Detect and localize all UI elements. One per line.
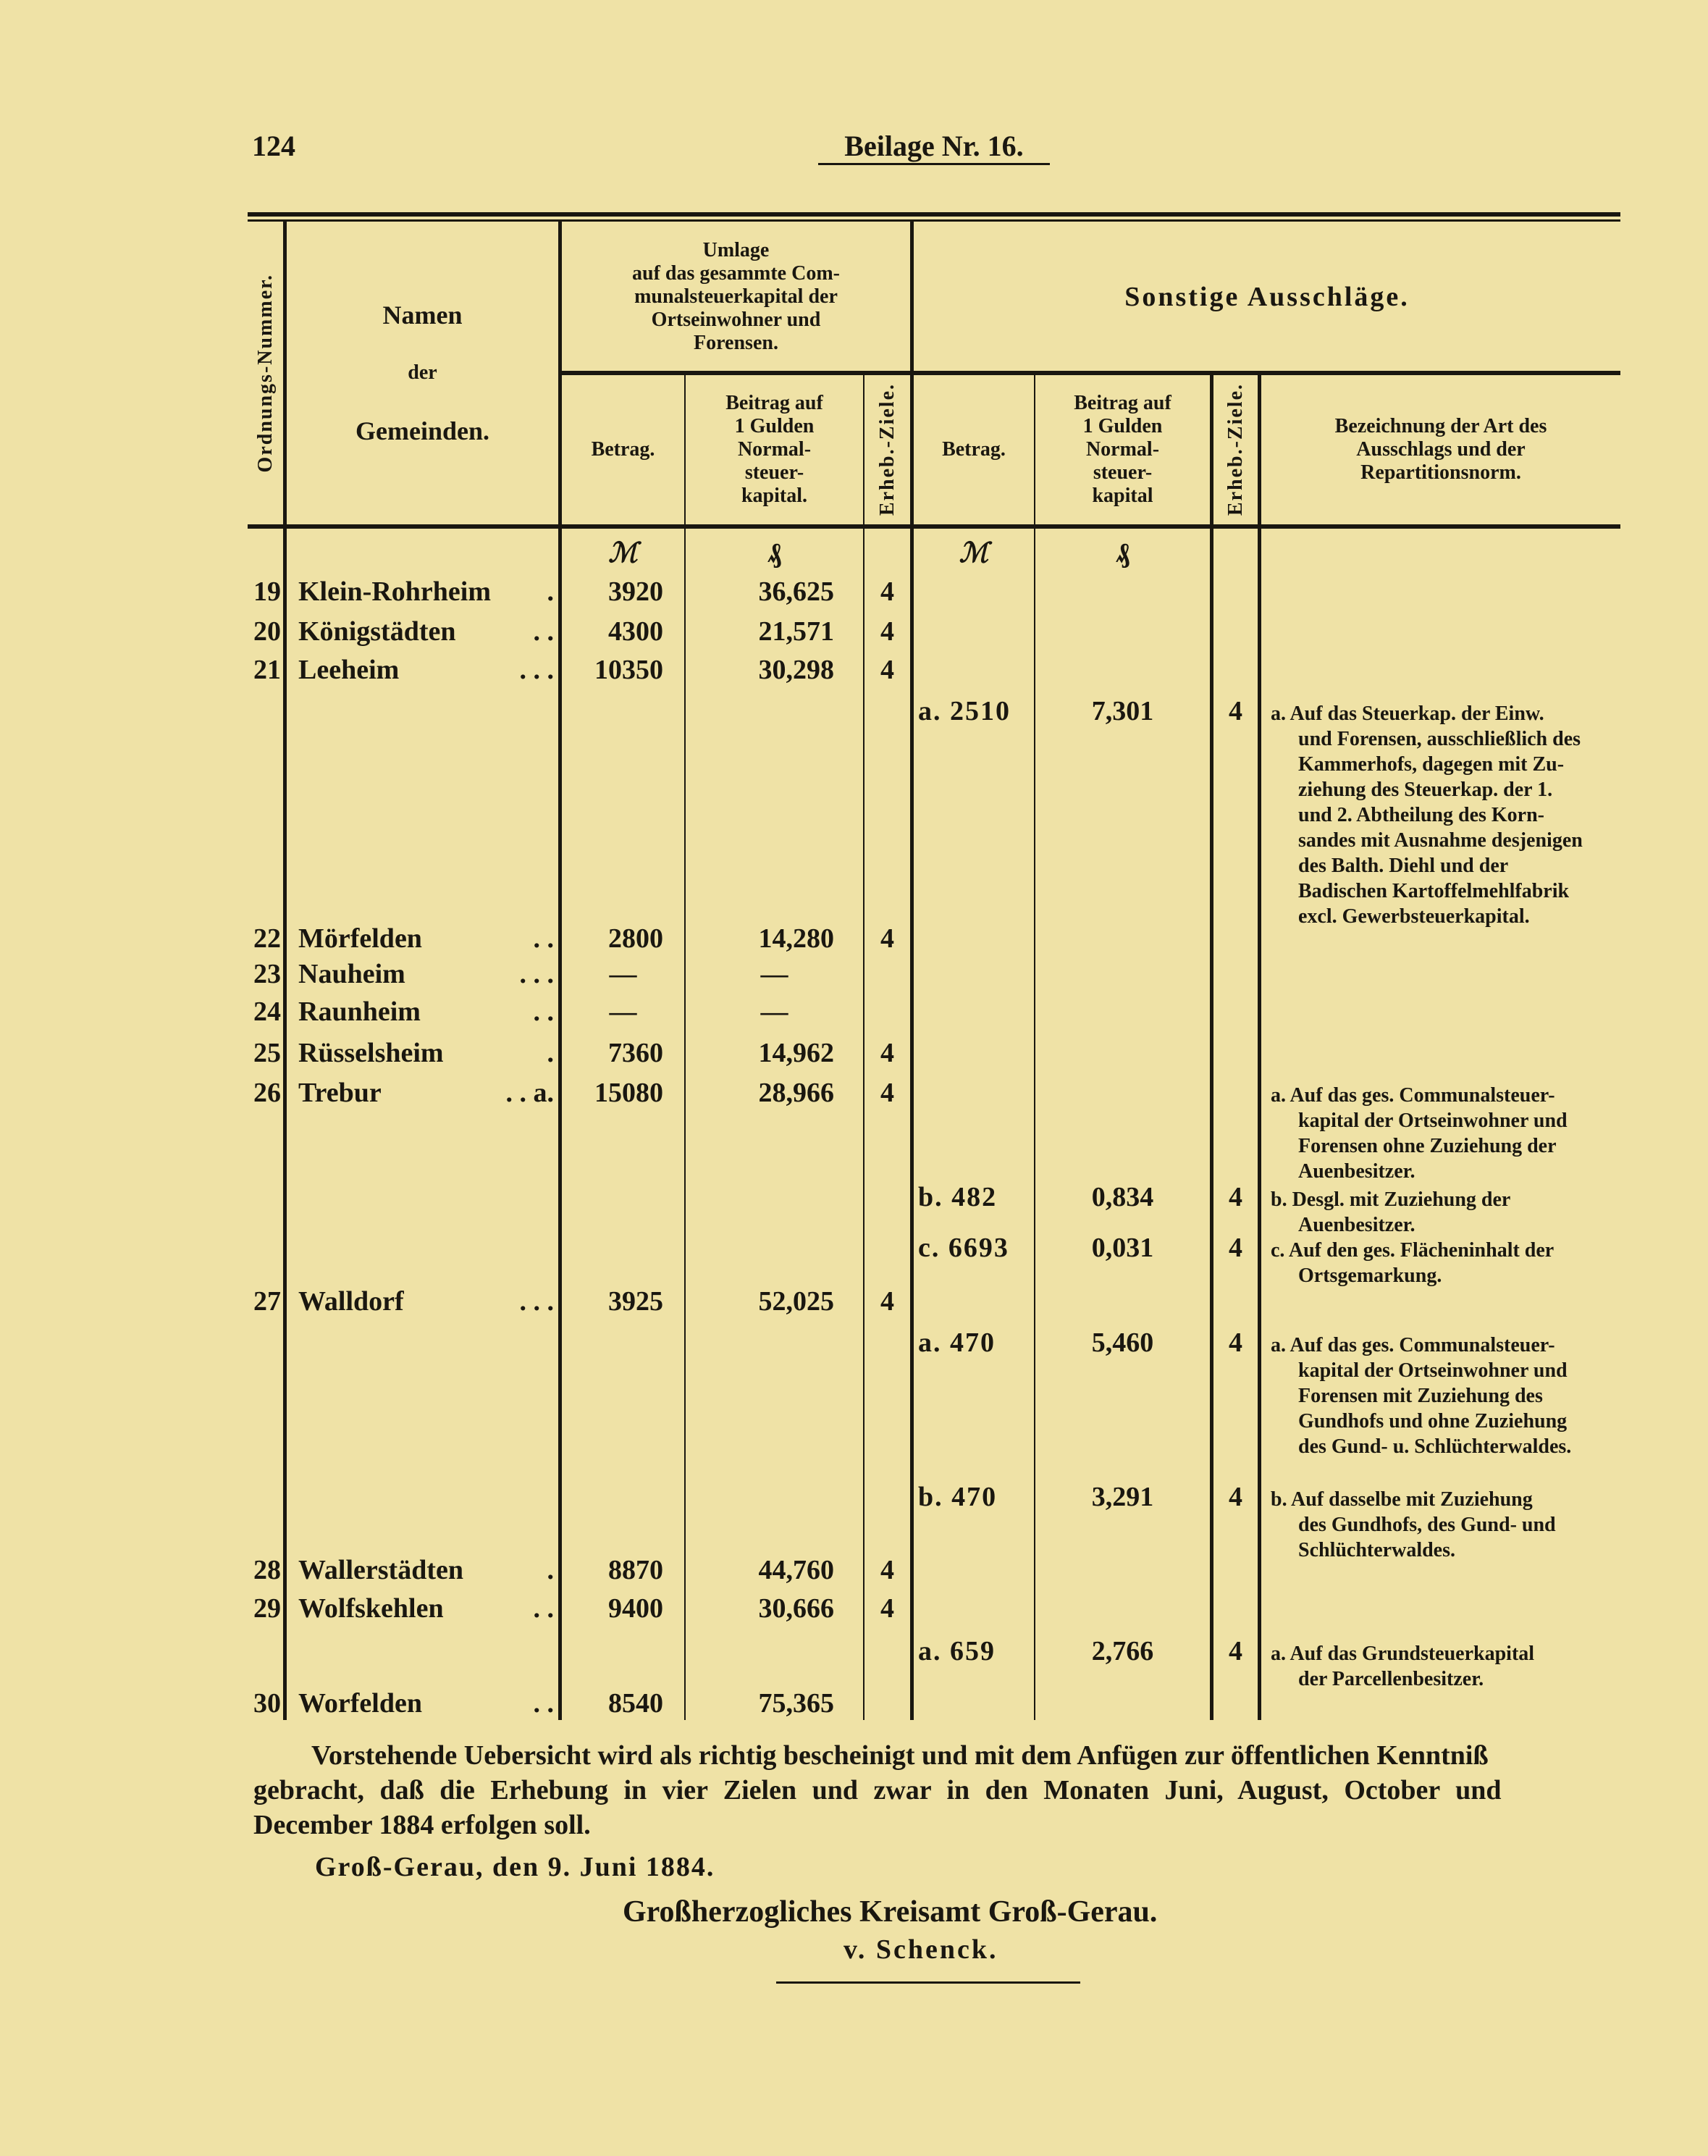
description-line: Forensen ohne Zuziehung der [1298,1135,1557,1157]
ausschlag-description [1271,701,1618,929]
description-line: kapital der Ortseinwohner und [1298,1359,1568,1382]
name-dots: . . a. [505,1078,554,1108]
name-dots: . [547,576,554,607]
description-line: a. Auf das ges. Communalsteuer- [1271,1084,1555,1107]
footer-date: Groß-Gerau, den 9. Juni 1884. [315,1852,715,1882]
umlage-betrag: 8870 [608,1555,663,1585]
sonstige-betrag: a. 470 [918,1327,996,1358]
umlage-beitrag: — [760,997,788,1027]
description-line: Auenbesitzer. [1298,1214,1415,1236]
municipality-name: Raunheim [298,997,421,1027]
sonstige-beitrag: 3,291 [1091,1482,1154,1512]
row-number: 30 [253,1688,281,1719]
unit-pf-1: ₰ [767,538,781,569]
umlage-ziele: 4 [880,1593,894,1624]
municipality-name: Nauheim [298,959,405,989]
sonstige-ziele: 4 [1229,1482,1242,1512]
umlage-betrag: 8540 [608,1688,663,1719]
umlage-beitrag: 52,025 [758,1286,834,1317]
row-number: 28 [253,1555,281,1585]
header-ziele-1: Erheb.-Ziele. [875,383,899,516]
row-number: 23 [253,959,281,989]
unit-mark-1: ℳ [608,538,638,569]
description-line: und Forensen, ausschließlich des [1298,728,1581,750]
name-dots: . . [533,1688,554,1719]
ausschlag-description [1271,1487,1618,1563]
footer-paragraph: Vorstehende Uebersicht wird als richtig bescheinigt und mit dem Anfügen zur öffentlichen Kenntniß gebracht, daß die Erhebung in vier Zielen und zwar in den Monaten Juni, August, October und December 1884 erfolgen soll. [253,1740,1502,1840]
name-dots: . . [533,923,554,954]
sonstige-betrag: c. 6693 [918,1233,1009,1263]
description-line: Schlüchterwaldes. [1298,1539,1455,1561]
description-line: Auenbesitzer. [1298,1160,1415,1183]
description-line: Badischen Kartoffelmehlfabrik [1298,880,1570,902]
description-line: b. Desgl. mit Zuziehung der [1271,1188,1511,1211]
description-line: kapital der Ortseinwohner und [1298,1110,1568,1132]
row-number: 19 [253,576,281,607]
description-line: und 2. Abtheilung des Korn- [1298,804,1544,826]
umlage-ziele: 4 [880,616,894,647]
description-line: der Parcellenbesitzer. [1298,1668,1484,1690]
sonstige-betrag: a. 2510 [918,696,1011,726]
description-line: a. Auf das Grundsteuerkapital [1271,1643,1535,1665]
row-number: 29 [253,1593,281,1624]
umlage-ziele: 4 [880,1078,894,1108]
name-dots: . [547,1038,554,1068]
row-number: 27 [253,1286,281,1317]
footer-rule [776,1981,1080,1984]
description-line: Kammerhofs, dagegen mit Zu- [1298,753,1565,776]
row-number: 25 [253,1038,281,1068]
umlage-beitrag: 36,625 [758,576,834,607]
umlage-beitrag: 21,571 [758,616,834,647]
umlage-ziele: 4 [880,1286,894,1317]
umlage-beitrag: 30,298 [758,655,834,685]
umlage-beitrag: 44,760 [758,1555,834,1585]
umlage-ziele: 4 [880,923,894,954]
umlage-ziele: 4 [880,1555,894,1585]
header-ziele-2: Erheb.-Ziele. [1224,383,1247,516]
umlage-beitrag: 14,280 [758,923,834,954]
name-dots: . . . [519,655,554,685]
name-dots: . [547,1555,554,1585]
header-umlage: Umlage auf das gesammte Com- munalsteuerkapital der Ortseinwohner und Forensen. [632,239,840,354]
header-sonstige-ausschlaege: Sonstige Ausschläge. [1124,282,1410,312]
municipality-name: Worfelden [298,1688,422,1719]
umlage-ziele: 4 [880,655,894,685]
name-dots: . . . [519,959,554,989]
description-line: ziehung des Steuerkap. der 1. [1298,779,1553,801]
header-ordnungs-nummer: Ordnungs-Nummer. [253,273,277,473]
page-title: Beilage Nr. 16. [818,129,1050,165]
sonstige-betrag: b. 482 [918,1182,998,1212]
umlage-beitrag: 14,962 [758,1038,834,1068]
sonstige-beitrag: 2,766 [1091,1636,1154,1666]
municipality-name: Wallerstädten [298,1555,463,1585]
umlage-betrag: 3925 [608,1286,663,1317]
municipality-name: Königstädten [298,616,456,647]
row-number: 22 [253,923,281,954]
municipality-name: Mörfelden [298,923,422,954]
municipality-name: Klein-Rohrheim [298,576,491,607]
row-number: 26 [253,1078,281,1108]
umlage-beitrag: 28,966 [758,1078,834,1108]
sonstige-ziele: 4 [1229,1182,1242,1212]
description-line: c. Auf den ges. Flächeninhalt der [1271,1239,1555,1262]
description-line: excl. Gewerbsteuerkapital. [1298,905,1530,928]
name-dots: . . [533,1593,554,1624]
description-line: des Gund- u. Schlüchterwaldes. [1298,1435,1572,1458]
sonstige-beitrag: 0,031 [1091,1233,1154,1263]
ausschlag-description [1271,1187,1618,1238]
description-line: a. Auf das ges. Communalsteuer- [1271,1334,1555,1356]
umlage-ziele: 4 [880,576,894,607]
umlage-beitrag: 75,365 [758,1688,834,1719]
unit-pf-2: ₰ [1116,538,1129,569]
unit-mark-2: ℳ [959,538,989,569]
footer-authority: Großherzogliches Kreisamt Groß-Gerau. [623,1895,1158,1929]
header-bezeichnung: Bezeichnung der Art des Ausschlags und der Repartitionsnorm. [1334,415,1547,484]
description-line: Gundhofs und ohne Zuziehung [1298,1410,1568,1433]
header-beitrag-2: Beitrag auf 1 Gulden Normal- steuer- kapital [1074,392,1171,507]
umlage-betrag: 3920 [608,576,663,607]
umlage-betrag: 2800 [608,923,663,954]
sonstige-ziele: 4 [1229,1233,1242,1263]
description-line: Forensen mit Zuziehung des [1298,1385,1543,1407]
umlage-betrag: 10350 [594,655,663,685]
name-dots: . . [533,616,554,647]
umlage-betrag: 7360 [608,1038,663,1068]
description-line: Ortsgemarkung. [1298,1264,1442,1287]
sonstige-ziele: 4 [1229,1636,1242,1666]
municipality-name: Rüsselsheim [298,1038,444,1068]
ausschlag-description [1271,1333,1618,1459]
header-beitrag-1: Beitrag auf 1 Gulden Normal- steuer- kapital. [725,392,823,507]
municipality-name: Leeheim [298,655,400,685]
sonstige-betrag: a. 659 [918,1636,996,1666]
municipality-name: Wolfskehlen [298,1593,444,1624]
description-line: a. Auf das Steuerkap. der Einw. [1271,702,1544,725]
umlage-ziele: 4 [880,1038,894,1068]
row-number: 21 [253,655,281,685]
sonstige-beitrag: 0,834 [1091,1182,1154,1212]
sonstige-ziele: 4 [1229,696,1242,726]
name-dots: . . . [519,1286,554,1317]
sonstige-betrag: b. 470 [918,1482,998,1512]
name-dots: . . [533,997,554,1027]
ausschlag-description [1271,1641,1618,1692]
header-betrag-1: Betrag. [591,438,655,461]
description-line: b. Auf dasselbe mit Zuziehung [1271,1488,1533,1511]
municipality-name: Trebur [298,1078,382,1108]
page-number: 124 [252,130,295,162]
header-betrag-2: Betrag. [942,438,1006,461]
municipality-name: Walldorf [298,1286,404,1317]
umlage-betrag: — [609,959,637,989]
row-number: 20 [253,616,281,647]
header-namen: Namen der Gemeinden. [356,301,489,445]
ausschlag-description [1271,1238,1618,1288]
umlage-beitrag: 30,666 [758,1593,834,1624]
sonstige-ziele: 4 [1229,1327,1242,1358]
ausschlag-description [1271,1083,1618,1184]
sonstige-beitrag: 5,460 [1091,1327,1154,1358]
umlage-betrag: 4300 [608,616,663,647]
description-line: sandes mit Ausnahme desjenigen [1298,829,1583,852]
footer-signature: v. Schenck. [844,1934,998,1965]
description-line: des Balth. Diehl und der [1298,855,1509,877]
umlage-betrag: 15080 [594,1078,663,1108]
umlage-betrag: 9400 [608,1593,663,1624]
umlage-beitrag: — [760,959,788,989]
umlage-betrag: — [609,997,637,1027]
description-line: des Gundhofs, des Gund- und [1298,1514,1556,1536]
row-number: 24 [253,997,281,1027]
sonstige-beitrag: 7,301 [1091,696,1154,726]
